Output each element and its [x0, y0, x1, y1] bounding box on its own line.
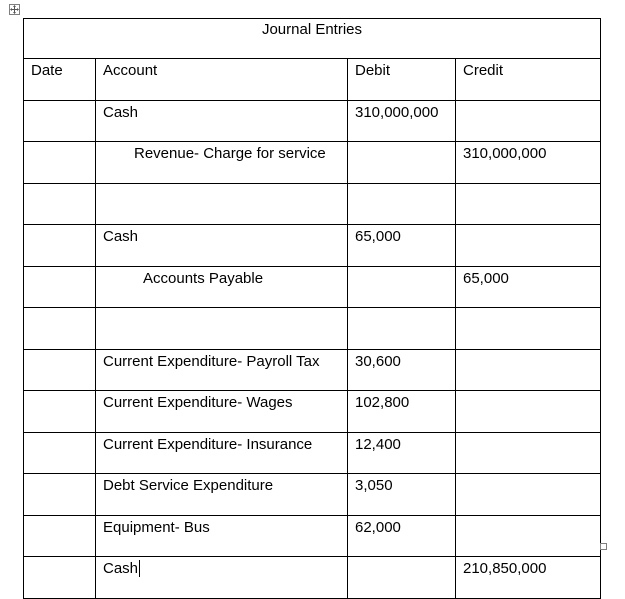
- header-credit[interactable]: Credit: [456, 59, 601, 101]
- date-cell[interactable]: [24, 225, 96, 267]
- date-cell[interactable]: [24, 308, 96, 350]
- table-row: [24, 142, 601, 184]
- table-row: [24, 557, 601, 599]
- account-cell[interactable]: [96, 183, 348, 225]
- table-row: [24, 432, 601, 474]
- credit-cell[interactable]: [456, 183, 601, 225]
- debit-cell[interactable]: 65,000: [348, 225, 456, 267]
- table-resize-handle-icon[interactable]: [600, 543, 607, 550]
- date-cell[interactable]: [24, 515, 96, 557]
- debit-cell[interactable]: 102,800: [348, 391, 456, 433]
- credit-cell[interactable]: [456, 349, 601, 391]
- credit-cell[interactable]: [456, 474, 601, 516]
- account-cell[interactable]: Equipment- Bus: [96, 515, 348, 557]
- journal-entries-table: [23, 18, 601, 599]
- credit-cell[interactable]: [456, 308, 601, 350]
- credit-cell[interactable]: 210,850,000: [456, 557, 601, 599]
- header-row: [24, 59, 601, 101]
- table-row: [24, 266, 601, 308]
- debit-cell[interactable]: [348, 308, 456, 350]
- debit-cell[interactable]: 30,600: [348, 349, 456, 391]
- table-row: [24, 183, 601, 225]
- date-cell[interactable]: [24, 183, 96, 225]
- header-date[interactable]: Date: [24, 59, 96, 101]
- date-cell[interactable]: [24, 100, 96, 142]
- credit-cell[interactable]: [456, 225, 601, 267]
- date-cell[interactable]: [24, 474, 96, 516]
- table-row: [24, 515, 601, 557]
- date-cell[interactable]: [24, 349, 96, 391]
- credit-cell[interactable]: [456, 391, 601, 433]
- text-cursor: [139, 560, 140, 577]
- credit-cell[interactable]: [456, 100, 601, 142]
- date-cell[interactable]: [24, 391, 96, 433]
- table-row: [24, 391, 601, 433]
- account-cell[interactable]: Cash: [96, 225, 348, 267]
- date-cell[interactable]: [24, 557, 96, 599]
- header-account[interactable]: Account: [96, 59, 348, 101]
- table-row: [24, 349, 601, 391]
- account-cell[interactable]: [96, 308, 348, 350]
- debit-cell[interactable]: 3,050: [348, 474, 456, 516]
- account-cell[interactable]: Current Expenditure- Wages: [96, 391, 348, 433]
- table-row: [24, 225, 601, 267]
- debit-cell[interactable]: [348, 266, 456, 308]
- account-cell[interactable]: Revenue- Charge for service: [96, 142, 348, 184]
- debit-cell[interactable]: [348, 557, 456, 599]
- header-debit[interactable]: Debit: [348, 59, 456, 101]
- debit-cell[interactable]: 12,400: [348, 432, 456, 474]
- account-cell[interactable]: Accounts Payable: [96, 266, 348, 308]
- debit-cell[interactable]: 310,000,000: [348, 100, 456, 142]
- date-cell[interactable]: [24, 432, 96, 474]
- debit-cell[interactable]: [348, 142, 456, 184]
- credit-cell[interactable]: 310,000,000: [456, 142, 601, 184]
- credit-cell[interactable]: 65,000: [456, 266, 601, 308]
- table-title[interactable]: Journal Entries: [24, 19, 601, 59]
- table-row: [24, 474, 601, 516]
- credit-cell[interactable]: [456, 432, 601, 474]
- account-cell-text: Cash: [103, 560, 139, 577]
- title-row: [24, 19, 601, 59]
- table-move-handle-icon[interactable]: [9, 4, 20, 15]
- debit-cell[interactable]: 62,000: [348, 515, 456, 557]
- table-row: [24, 308, 601, 350]
- credit-cell[interactable]: [456, 515, 601, 557]
- date-cell[interactable]: [24, 266, 96, 308]
- account-cell[interactable]: Current Expenditure- Payroll Tax: [96, 349, 348, 391]
- account-cell[interactable]: Current Expenditure- Insurance: [96, 432, 348, 474]
- account-cell[interactable]: [96, 557, 348, 599]
- account-cell[interactable]: Debt Service Expenditure: [96, 474, 348, 516]
- table-row: [24, 100, 601, 142]
- debit-cell[interactable]: [348, 183, 456, 225]
- account-cell[interactable]: Cash: [96, 100, 348, 142]
- date-cell[interactable]: [24, 142, 96, 184]
